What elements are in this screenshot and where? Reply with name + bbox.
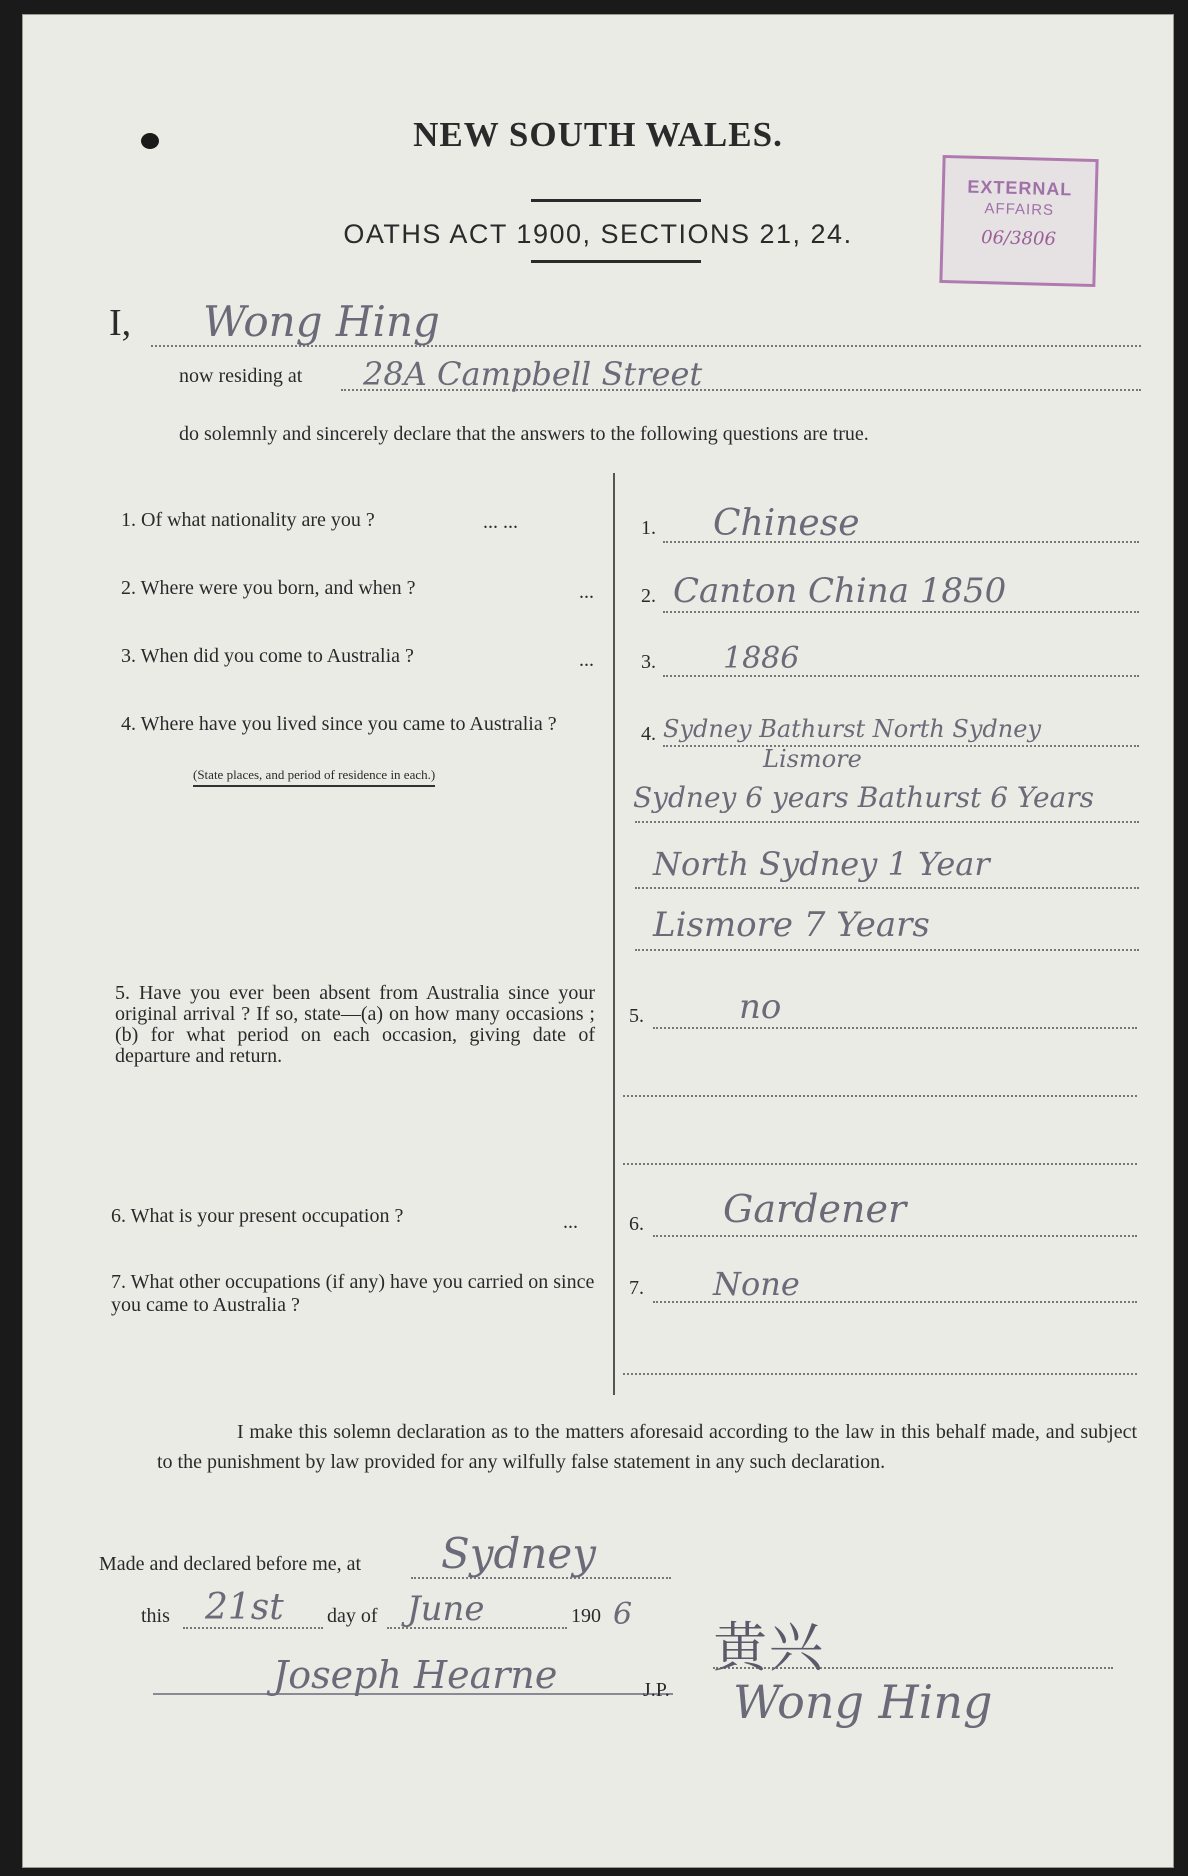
jp-signature: Joseph Hearne — [273, 1653, 558, 1697]
answer-3-num: 3. — [641, 651, 656, 673]
question-2: 2. Where were you born, and when ? — [121, 577, 416, 599]
answer-2-num: 2. — [641, 585, 656, 607]
question-3-leader: ... — [579, 649, 594, 671]
month-value: June — [407, 1589, 485, 1629]
question-4-note: (State places, and period of residence in each.) — [193, 767, 435, 787]
answer-6: Gardener — [723, 1187, 907, 1231]
stamp-number: 06/3806 — [980, 227, 1057, 250]
answer-4-line-3: Sydney 6 years Bathurst 6 Years — [633, 781, 1094, 814]
question-5: 5. Have you ever been absent from Australia since your original arrival ? If so, state—(a) on how many occasions ; (b) for what period on each occasion, giving date of departure and return. — [115, 982, 595, 1067]
answer-1-num: 1. — [641, 517, 656, 539]
stamp-line1: EXTERNAL — [967, 176, 1073, 200]
stamp-line2: AFFAIRS — [984, 200, 1055, 219]
question-6-leader: ... — [563, 1211, 578, 1233]
title-rule-bottom — [531, 260, 701, 263]
question-4: 4. Where have you lived since you came to Australia ? — [121, 713, 557, 735]
year-prefix: 190 — [571, 1605, 601, 1627]
this-label: this — [141, 1605, 170, 1627]
column-divider — [613, 473, 615, 1395]
answer-7-num: 7. — [629, 1277, 644, 1299]
declare-text: do solemnly and sincerely declare that the answers to the following questions are true. — [179, 423, 869, 445]
answer-7: None — [713, 1265, 800, 1303]
answer-1: Chinese — [713, 503, 860, 544]
residing-label: now residing at — [179, 365, 303, 387]
answer-4-line-2: Lismore — [763, 745, 862, 773]
question-1: 1. Of what nationality are you ? — [121, 509, 375, 531]
question-1-leader: ... ... — [483, 511, 518, 533]
answer-5: no — [739, 987, 782, 1027]
answer-2-line — [663, 611, 1139, 613]
residing-value: 28A Campbell Street — [363, 355, 703, 393]
answer-5-line — [653, 1027, 1137, 1029]
answer-5b-rule — [623, 1095, 1137, 1097]
answer-6-num: 6. — [629, 1213, 644, 1235]
external-affairs-stamp — [939, 155, 1098, 287]
question-6: 6. What is your present occupation ? — [111, 1205, 404, 1227]
answer-5-num: 5. — [629, 1005, 644, 1027]
form-subtitle: OATHS ACT 1900, SECTIONS 21, 24. — [343, 219, 853, 249]
answer-4c-rule — [635, 887, 1139, 889]
answer-2: Canton China 1850 — [673, 571, 1007, 611]
answer-3: 1886 — [723, 641, 800, 676]
answer-5c-rule — [623, 1163, 1137, 1165]
answer-4-num: 4. — [641, 723, 656, 745]
solemn-declaration: I make this solemn declaration as to the matters aforesaid according to the law in this behalf made, and subject to the punishment by law provided for any wilfully false statement in any such declaration. — [157, 1421, 1137, 1473]
declarant-prefix: I, — [109, 302, 132, 344]
question-7: 7. What other occupations (if any) have you carried on since you came to Australia ? — [111, 1271, 595, 1316]
jp-label: J.P. — [643, 1679, 670, 1701]
day-value: 21st — [205, 1587, 284, 1628]
answer-6-line — [653, 1235, 1137, 1237]
form-title: NEW SOUTH WALES. — [413, 115, 783, 154]
made-place: Sydney — [441, 1529, 597, 1578]
answer-4a-rule — [663, 745, 1139, 747]
answer-4-line-5: Lismore 7 Years — [653, 905, 930, 945]
made-declared-label: Made and declared before me, at — [99, 1553, 362, 1575]
question-3: 3. When did you come to Australia ? — [121, 645, 414, 667]
answer-4b-rule — [635, 821, 1139, 823]
declarant-signature: Wong Hing — [733, 1675, 993, 1729]
chinese-signature: 黄兴 — [713, 1616, 825, 1679]
day-of-label: day of — [327, 1605, 378, 1627]
answer-4d-rule — [635, 949, 1139, 951]
answer-4-line-1: Sydney Bathurst North Sydney — [663, 715, 1042, 743]
question-2-leader: ... — [579, 581, 594, 603]
year-suffix: 6 — [613, 1597, 633, 1632]
declaration-form — [22, 14, 1174, 1868]
title-rule-top — [531, 199, 701, 202]
answer-4-line-4: North Sydney 1 Year — [653, 845, 990, 883]
answer-7b-rule — [623, 1373, 1137, 1375]
declarant-name: Wong Hing — [203, 297, 440, 346]
